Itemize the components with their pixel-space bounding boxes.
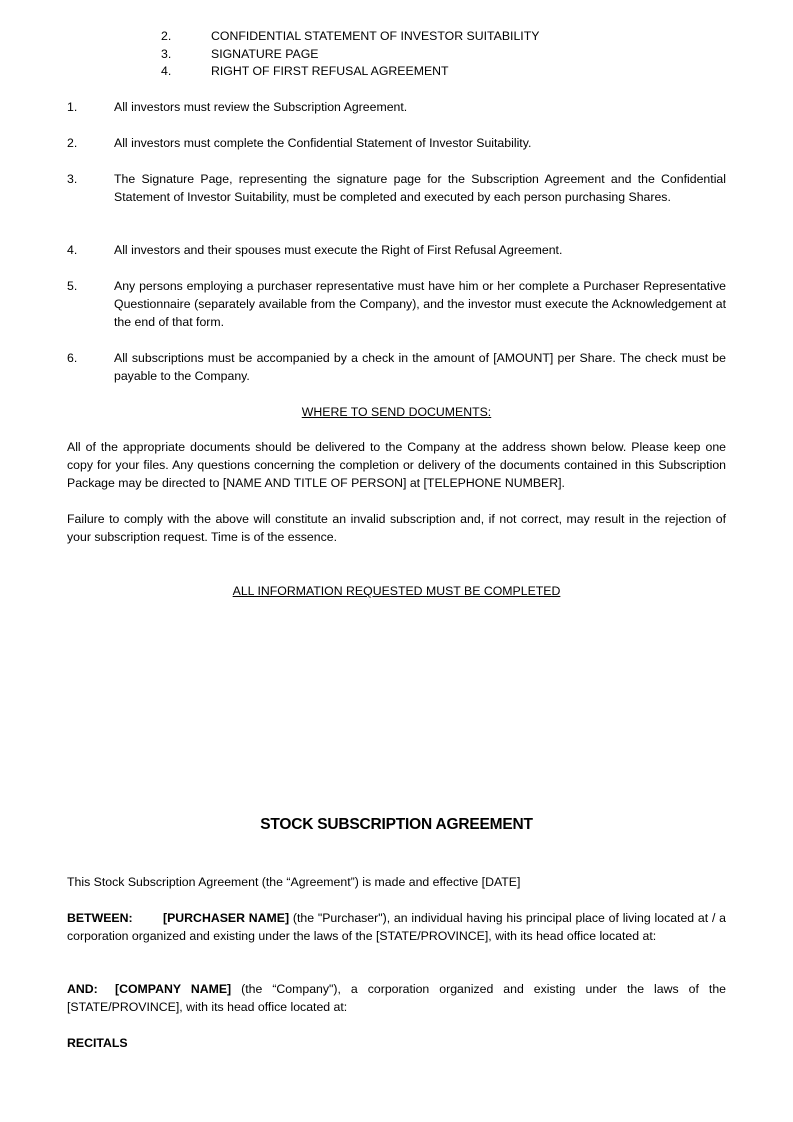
list-item: Any persons employing a purchaser representative must have him or her complete a Purchaser Representative Questionnaire (separately available from the Company), and the investor must execute the Acknowledgement at the end of that form. bbox=[114, 279, 726, 329]
list-item: All investors must complete the Confidential Statement of Investor Suitability. bbox=[114, 136, 532, 150]
toc-number: 2. bbox=[161, 29, 172, 43]
send-documents-heading: WHERE TO SEND DOCUMENTS: bbox=[301, 405, 492, 419]
company-name: [COMPANY NAME] bbox=[115, 982, 232, 996]
list-item-number: 1. bbox=[67, 100, 78, 114]
recitals-heading: RECITALS bbox=[67, 1036, 128, 1050]
toc-number: 3. bbox=[161, 47, 172, 61]
all-information-notice: ALL INFORMATION REQUESTED MUST BE COMPLETED bbox=[232, 584, 561, 598]
list-item: All subscriptions must be accompanied by a check in the amount of [AMOUNT] per Share. The check must be payable to the Company. bbox=[114, 351, 726, 383]
agreement-title: STOCK SUBSCRIPTION AGREEMENT bbox=[260, 816, 533, 833]
toc-entry: RIGHT OF FIRST REFUSAL AGREEMENT bbox=[211, 64, 449, 78]
list-item: The Signature Page, representing the signature page for the Subscription Agreement and the Confidential Statement of Investor Suitability, must be completed and executed by each person purchasing Shares. bbox=[114, 172, 726, 204]
failure-paragraph: Failure to comply with the above will constitute an invalid subscription and, if not correct, may result in the rejection of your subscription request. Time is of the essence. bbox=[67, 512, 726, 544]
list-item-number: 6. bbox=[67, 351, 78, 365]
list-item-number: 4. bbox=[67, 243, 78, 257]
toc-entry: SIGNATURE PAGE bbox=[211, 47, 319, 61]
list-item-number: 3. bbox=[67, 172, 78, 186]
list-item: All investors and their spouses must execute the Right of First Refusal Agreement. bbox=[114, 243, 563, 257]
and-text: (the “Company"), a corporation organized and existing under the laws of the [STATE/PROVINCE], with its head office located at: bbox=[67, 982, 726, 1014]
list-item-number: 5. bbox=[67, 279, 78, 293]
purchaser-name: [PURCHASER NAME] bbox=[163, 911, 290, 925]
between-label: BETWEEN: bbox=[67, 911, 133, 925]
and-clause bbox=[67, 980, 726, 1016]
and-label: AND: bbox=[67, 982, 98, 996]
between-clause bbox=[67, 909, 726, 945]
list-item: All investors must review the Subscription Agreement. bbox=[114, 100, 408, 114]
send-documents-paragraph: All of the appropriate documents should be delivered to the Company at the address shown below. Please keep one copy for your files. Any questions concerning the completion or delivery of the documents contained in this Subscription Package may be directed to [NAME AND TITLE OF PERSON] at [TELEPHONE NUMBER]. bbox=[67, 440, 726, 490]
agreement-intro: This Stock Subscription Agreement (the “Agreement”) is made and effective [DATE] bbox=[67, 875, 521, 889]
toc-number: 4. bbox=[161, 64, 172, 78]
toc-entry: CONFIDENTIAL STATEMENT OF INVESTOR SUITABILITY bbox=[211, 29, 540, 43]
list-item-number: 2. bbox=[67, 136, 78, 150]
between-text: (the "Purchaser"), an individual having his principal place of living located at / a corporation organized and existing under the laws of the [STATE/PROVINCE], with its head office located at: bbox=[67, 911, 726, 943]
